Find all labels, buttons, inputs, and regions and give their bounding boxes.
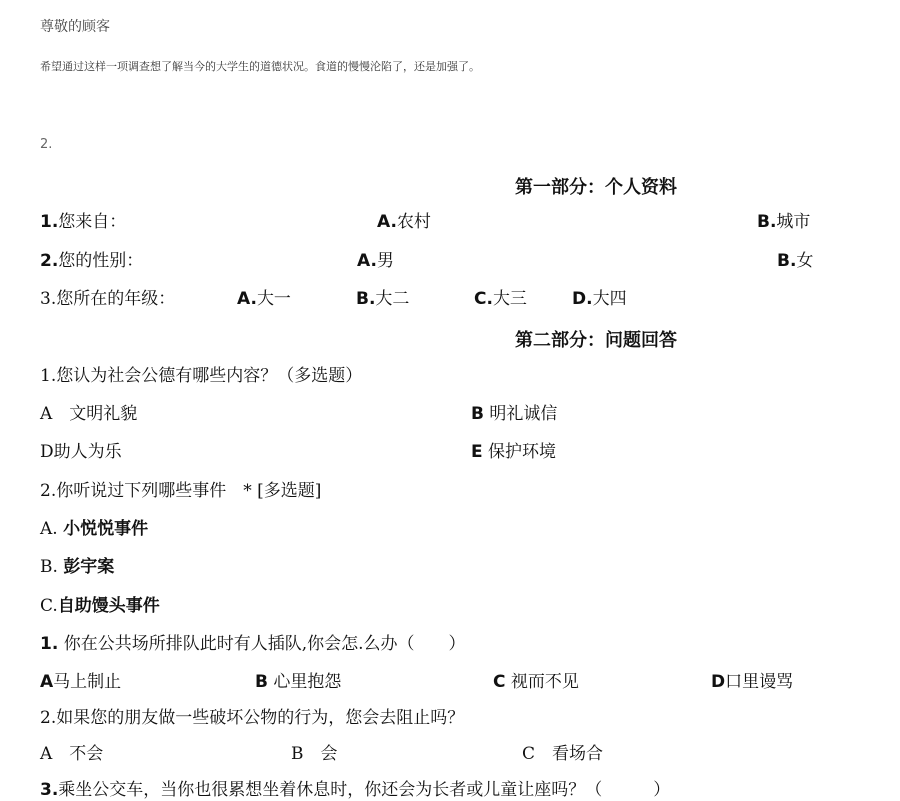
option-complain-inwardly	[255, 671, 341, 693]
question-text: 2.你听说过下列哪些事件	[40, 481, 244, 501]
section-title-personal: 第一部分：个人资料	[515, 177, 677, 198]
option-freshman	[237, 288, 291, 310]
option-text: 农村	[396, 212, 431, 232]
option-male	[357, 250, 394, 272]
option-helping-others: D助人为乐	[40, 442, 122, 462]
question-text: 乘坐公交车，当你也很累想坐着休息时，你还会为长者或儿童让座吗？（ ）	[58, 780, 671, 800]
question-text: 您来自：	[58, 212, 127, 232]
option-text: 男	[376, 251, 394, 271]
option-xiaoyueyue	[40, 518, 148, 540]
option-letter: D.	[572, 289, 593, 309]
section-title-questions: 第二部分：问题回答	[515, 330, 677, 351]
option-letter: D	[711, 672, 726, 692]
question-number: 1.	[40, 212, 59, 232]
option-yes: B 会	[291, 744, 338, 764]
option-pengyu-case	[40, 556, 114, 578]
option-text: 小悦悦事件	[63, 519, 149, 539]
option-text: 大四	[592, 289, 627, 309]
option-curse	[711, 671, 793, 693]
option-honesty	[471, 403, 557, 425]
option-sophomore	[356, 288, 409, 310]
question-text: 你在公共场所排队此时有人插队,你会怎.么办（ ）	[58, 634, 466, 654]
option-female	[777, 250, 813, 272]
option-senior	[572, 288, 627, 310]
option-letter: E	[471, 442, 483, 462]
option-environment	[471, 441, 556, 463]
option-text: 明礼诚信	[483, 404, 558, 424]
option-letter: B	[255, 672, 268, 692]
question-number: 1.	[40, 634, 59, 654]
option-depends: C 看场合	[522, 744, 604, 764]
option-text: 大三	[492, 289, 527, 309]
option-junior	[474, 288, 527, 310]
question-public-morality: 1.您认为社会公德有哪些内容？（多选题）	[40, 366, 363, 386]
question-vandalism: 2.如果您的朋友做一些破坏公物的行为，您会去阻止吗？	[40, 708, 465, 728]
option-civility: A 文明礼貌	[40, 404, 138, 424]
option-city	[757, 211, 810, 233]
option-letter: B	[471, 404, 484, 424]
question-grade: 3.您所在的年级：	[40, 289, 176, 309]
option-text: 口里谩骂	[725, 672, 794, 692]
option-text: 大一	[256, 289, 291, 309]
option-letter: C.	[474, 289, 493, 309]
option-text: 视而不见	[505, 672, 579, 692]
option-letter: B.	[777, 251, 797, 271]
option-letter: A.	[237, 289, 257, 309]
option-text: 自助馒头事件	[57, 596, 160, 616]
question-queue-jumping	[40, 633, 466, 655]
question-text: 您的性别：	[58, 251, 144, 271]
option-letter: A.	[377, 212, 397, 232]
question-events	[40, 480, 321, 502]
option-letter: B.	[757, 212, 777, 232]
greeting: 尊敬的顾客	[40, 19, 110, 35]
option-text: 城市	[776, 212, 811, 232]
intro-text: 希望通过这样一项调查想了解当今的大学生的道德状况。食道的慢慢沦陷了，还是加强了。	[40, 60, 480, 73]
question-bus-seat	[40, 779, 670, 801]
option-steamed-bun	[40, 595, 160, 617]
page-number: 2.	[40, 137, 53, 152]
option-prefix: B.	[40, 557, 58, 577]
question-number: 2.	[40, 251, 59, 271]
option-text: 女	[796, 251, 814, 271]
option-text: 心里抱怨	[267, 672, 342, 692]
option-no: A 不会	[40, 744, 104, 764]
option-text: 大二	[375, 289, 410, 309]
question-origin	[40, 211, 126, 233]
option-ignore	[493, 671, 579, 693]
question-gender	[40, 250, 143, 272]
option-letter: B.	[356, 289, 376, 309]
option-rural	[377, 211, 431, 233]
option-stop-immediately	[40, 671, 121, 693]
question-number: 3.	[40, 780, 59, 800]
multi-select-marker: * [多选题]	[243, 481, 322, 501]
option-letter: A	[40, 672, 54, 692]
option-text: 马上制止	[53, 672, 122, 692]
option-prefix: C.	[40, 596, 58, 616]
option-letter: A.	[357, 251, 377, 271]
option-text: 彭宇案	[63, 557, 115, 577]
option-text: 保护环境	[482, 442, 557, 462]
option-prefix: A.	[40, 519, 58, 539]
option-letter: C	[493, 672, 506, 692]
